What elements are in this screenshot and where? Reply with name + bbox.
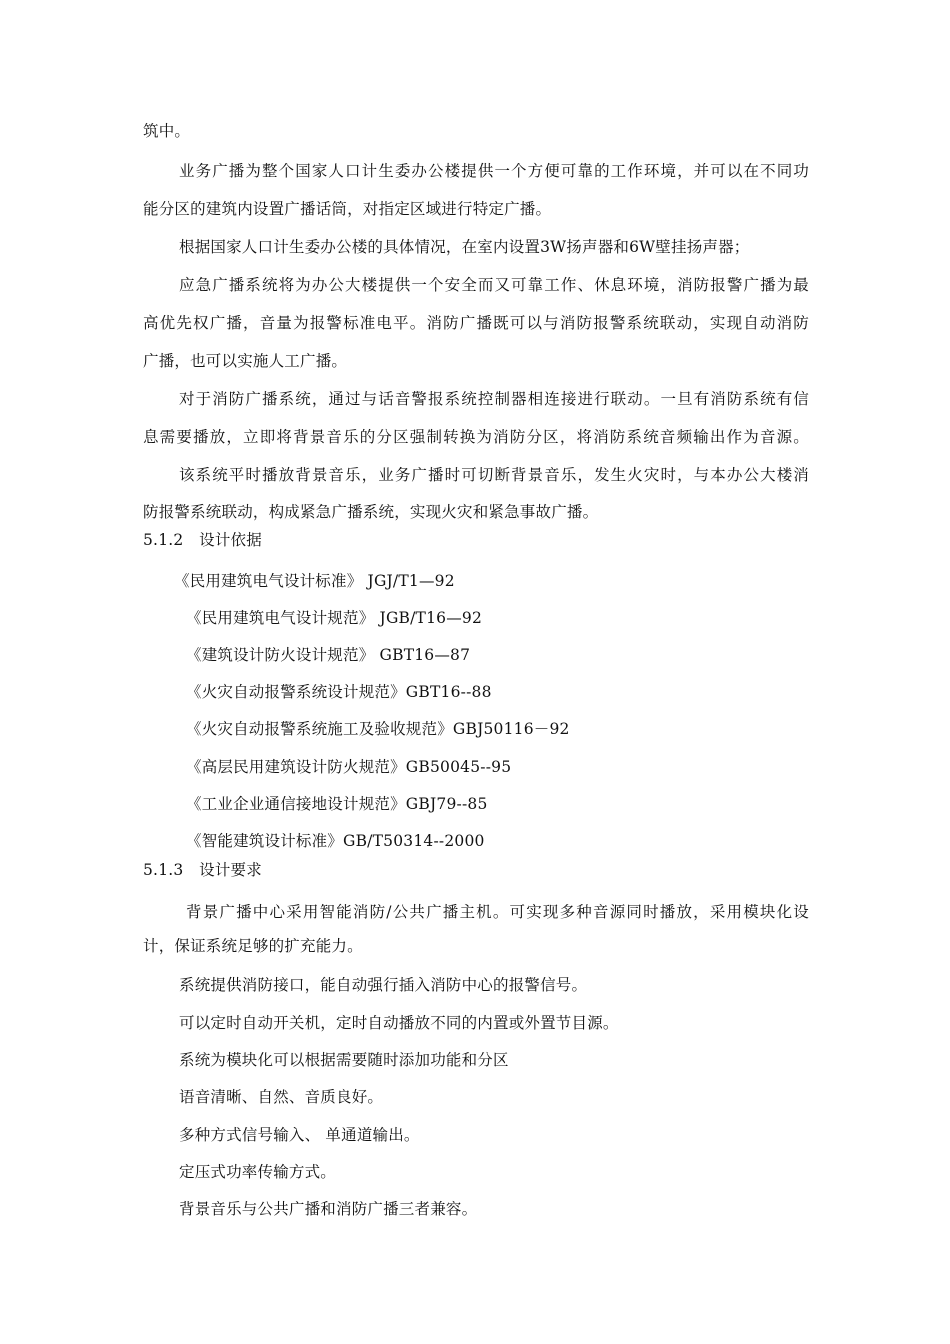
requirement-item: 多种方式信号输入、 单通道输出。 — [179, 1126, 420, 1144]
standard-item: 《民用建筑电气设计标准》 JGJ/T1—92 — [174, 572, 455, 590]
section-heading: 5.1.3 设计要求 — [143, 861, 262, 879]
standard-item: 《火灾自动报警系统施工及验收规范》GBJ50116－92 — [186, 720, 570, 738]
paragraph-line: 根据国家人口计生委办公楼的具体情况，在室内设置3W扬声器和6W壁挂扬声器； — [179, 238, 750, 256]
standard-item: 《民用建筑电气设计规范》 JGB/T16—92 — [186, 609, 483, 627]
requirement-item: 语音清晰、自然、音质良好。 — [179, 1088, 384, 1106]
requirement-item: 系统为模块化可以根据需要随时添加功能和分区 — [179, 1051, 509, 1069]
paragraph-line: 高优先权广播，音量为报警标准电平。消防广播既可以与消防报警系统联动，实现自动消防 — [143, 314, 809, 332]
paragraph-line: 应急广播系统将为办公大楼提供一个安全而又可靠工作、休息环境，消防报警广播为最 — [179, 276, 809, 294]
paragraph-line: 对于消防广播系统，通过与话音警报系统控制器相连接进行联动。一旦有消防系统有信 — [179, 390, 809, 408]
standard-item: 《高层民用建筑设计防火规范》GB50045--95 — [186, 758, 512, 776]
paragraph-line: 防报警系统联动，构成紧急广播系统，实现火灾和紧急事故广播。 — [143, 503, 599, 521]
requirement-item: 系统提供消防接口，能自动强行插入消防中心的报警信号。 — [179, 976, 588, 994]
section-heading: 5.1.2 设计依据 — [143, 531, 262, 549]
standard-item: 《建筑设计防火设计规范》 GBT16—87 — [186, 646, 471, 664]
paragraph-line: 广播，也可以实施人工广播。 — [143, 352, 348, 370]
paragraph-line: 息需要播放，立即将背景音乐的分区强制转换为消防分区，将消防系统音频输出作为音源。 — [143, 428, 809, 446]
paragraph-line: 计，保证系统足够的扩充能力。 — [143, 937, 363, 955]
paragraph-line: 背景广播中心采用智能消防/公共广播主机。可实现多种音源同时播放，采用模块化设 — [186, 903, 809, 921]
requirement-item: 定压式功率传输方式。 — [179, 1163, 337, 1181]
paragraph-line: 业务广播为整个国家人口计生委办公楼提供一个方便可靠的工作环境，并可以在不同功 — [179, 162, 809, 180]
paragraph-line: 该系统平时播放背景音乐，业务广播时可切断背景音乐，发生火灾时，与本办公大楼消 — [179, 466, 809, 484]
paragraph-line: 筑中。 — [143, 122, 191, 140]
requirement-item: 可以定时自动开关机，定时自动播放不同的内置或外置节目源。 — [179, 1014, 619, 1032]
standard-item: 《智能建筑设计标准》GB/T50314--2000 — [186, 832, 485, 850]
paragraph-line: 能分区的建筑内设置广播话筒，对指定区域进行特定广播。 — [143, 200, 552, 218]
standard-item: 《火灾自动报警系统设计规范》GBT16--88 — [186, 683, 492, 701]
requirement-item: 背景音乐与公共广播和消防广播三者兼容。 — [179, 1200, 478, 1218]
standard-item: 《工业企业通信接地设计规范》GBJ79--85 — [186, 795, 488, 813]
